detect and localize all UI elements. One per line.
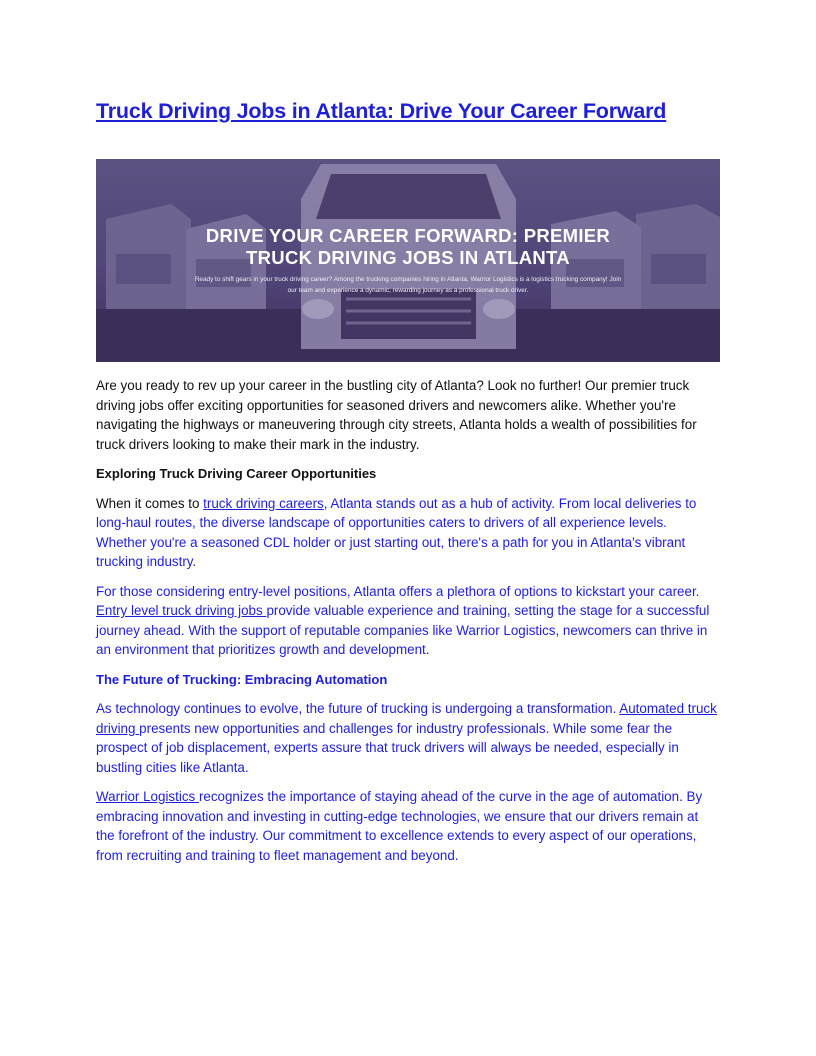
entry-level-jobs-link[interactable]: Entry level truck driving jobs <box>96 603 267 618</box>
text-run: , Atlanta stands out as a hub of activity. From local deliveries to long-haul routes, the diverse landscape of opportunities caters to drivers of all experience levels. Whether you're a seasoned CDL holder or just starting out, there's a path for you in Atlanta's vibrant trucking industry. <box>96 495 697 569</box>
careers-paragraph-2 <box>96 582 720 660</box>
section-heading-automation: The Future of Trucking: Embracing Automation <box>96 671 388 687</box>
hero-banner-image <box>96 159 720 362</box>
page-title-link[interactable]: Truck Driving Jobs in Atlanta: Drive Your Career Forward <box>96 99 667 123</box>
automation-paragraph-2 <box>96 787 720 865</box>
text-run: provide valuable experience and training, setting the stage for a successful journey ahead. With the support of reputable companies like Warrior Logistics, newcomers can thrive in an environment that prioritizes growth and development. <box>96 603 710 657</box>
careers-paragraph-1 <box>96 494 720 572</box>
document-page <box>96 96 720 865</box>
banner-subtext: Ready to shift gears in your truck driving career? Among the trucking companies hiring in Atlanta, Warrior Logistics is a logistics trucking company! Join our team and experience a dynamic, rewarding journey as a professional truck driver. <box>194 276 622 294</box>
banner-overlay-text <box>96 225 720 296</box>
section-heading-careers: Exploring Truck Driving Career Opportunities <box>96 466 377 481</box>
text-run: For those considering entry-level positions, Atlanta offers a plethora of options to kickstart your career. <box>96 583 700 599</box>
intro-paragraph: Are you ready to rev up your career in the bustling city of Atlanta? Look no further! Our premier truck driving jobs offer exciting opportunities for seasoned drivers and newcomers alike. Whether you're navigating the highways or maneuvering through city streets, Atlanta holds a wealth of possibilities for truck drivers looking to make their mark in the industry. <box>96 378 697 452</box>
warrior-logistics-link[interactable]: Warrior Logistics <box>96 789 199 804</box>
text-run: presents new opportunities and challenges for industry professionals. While some fear the prospect of job displacement, experts assure that truck drivers will always be needed, especially in bustling cities like Atlanta. <box>96 720 679 775</box>
truck-driving-careers-link[interactable]: truck driving careers <box>203 495 324 511</box>
automation-paragraph-1 <box>96 699 720 777</box>
automated-truck-driving-link[interactable]: Automated truck driving <box>96 701 717 736</box>
text-run: As technology continues to evolve, the future of trucking is undergoing a transformation. <box>96 701 620 716</box>
text-run: recognizes the importance of staying ahead of the curve in the age of automation. By embracing innovation and investing in cutting-edge technologies, we ensure that our drivers remain at the forefront of the industry. Our commitment to excellence extends to every aspect of our operations, from recruiting and training to fleet management and beyond. <box>96 789 703 863</box>
banner-heading: DRIVE YOUR CAREER FORWARD: PREMIER TRUCK DRIVING JOBS IN ATLANTA <box>205 225 611 268</box>
text-run: When it comes to <box>96 495 204 511</box>
